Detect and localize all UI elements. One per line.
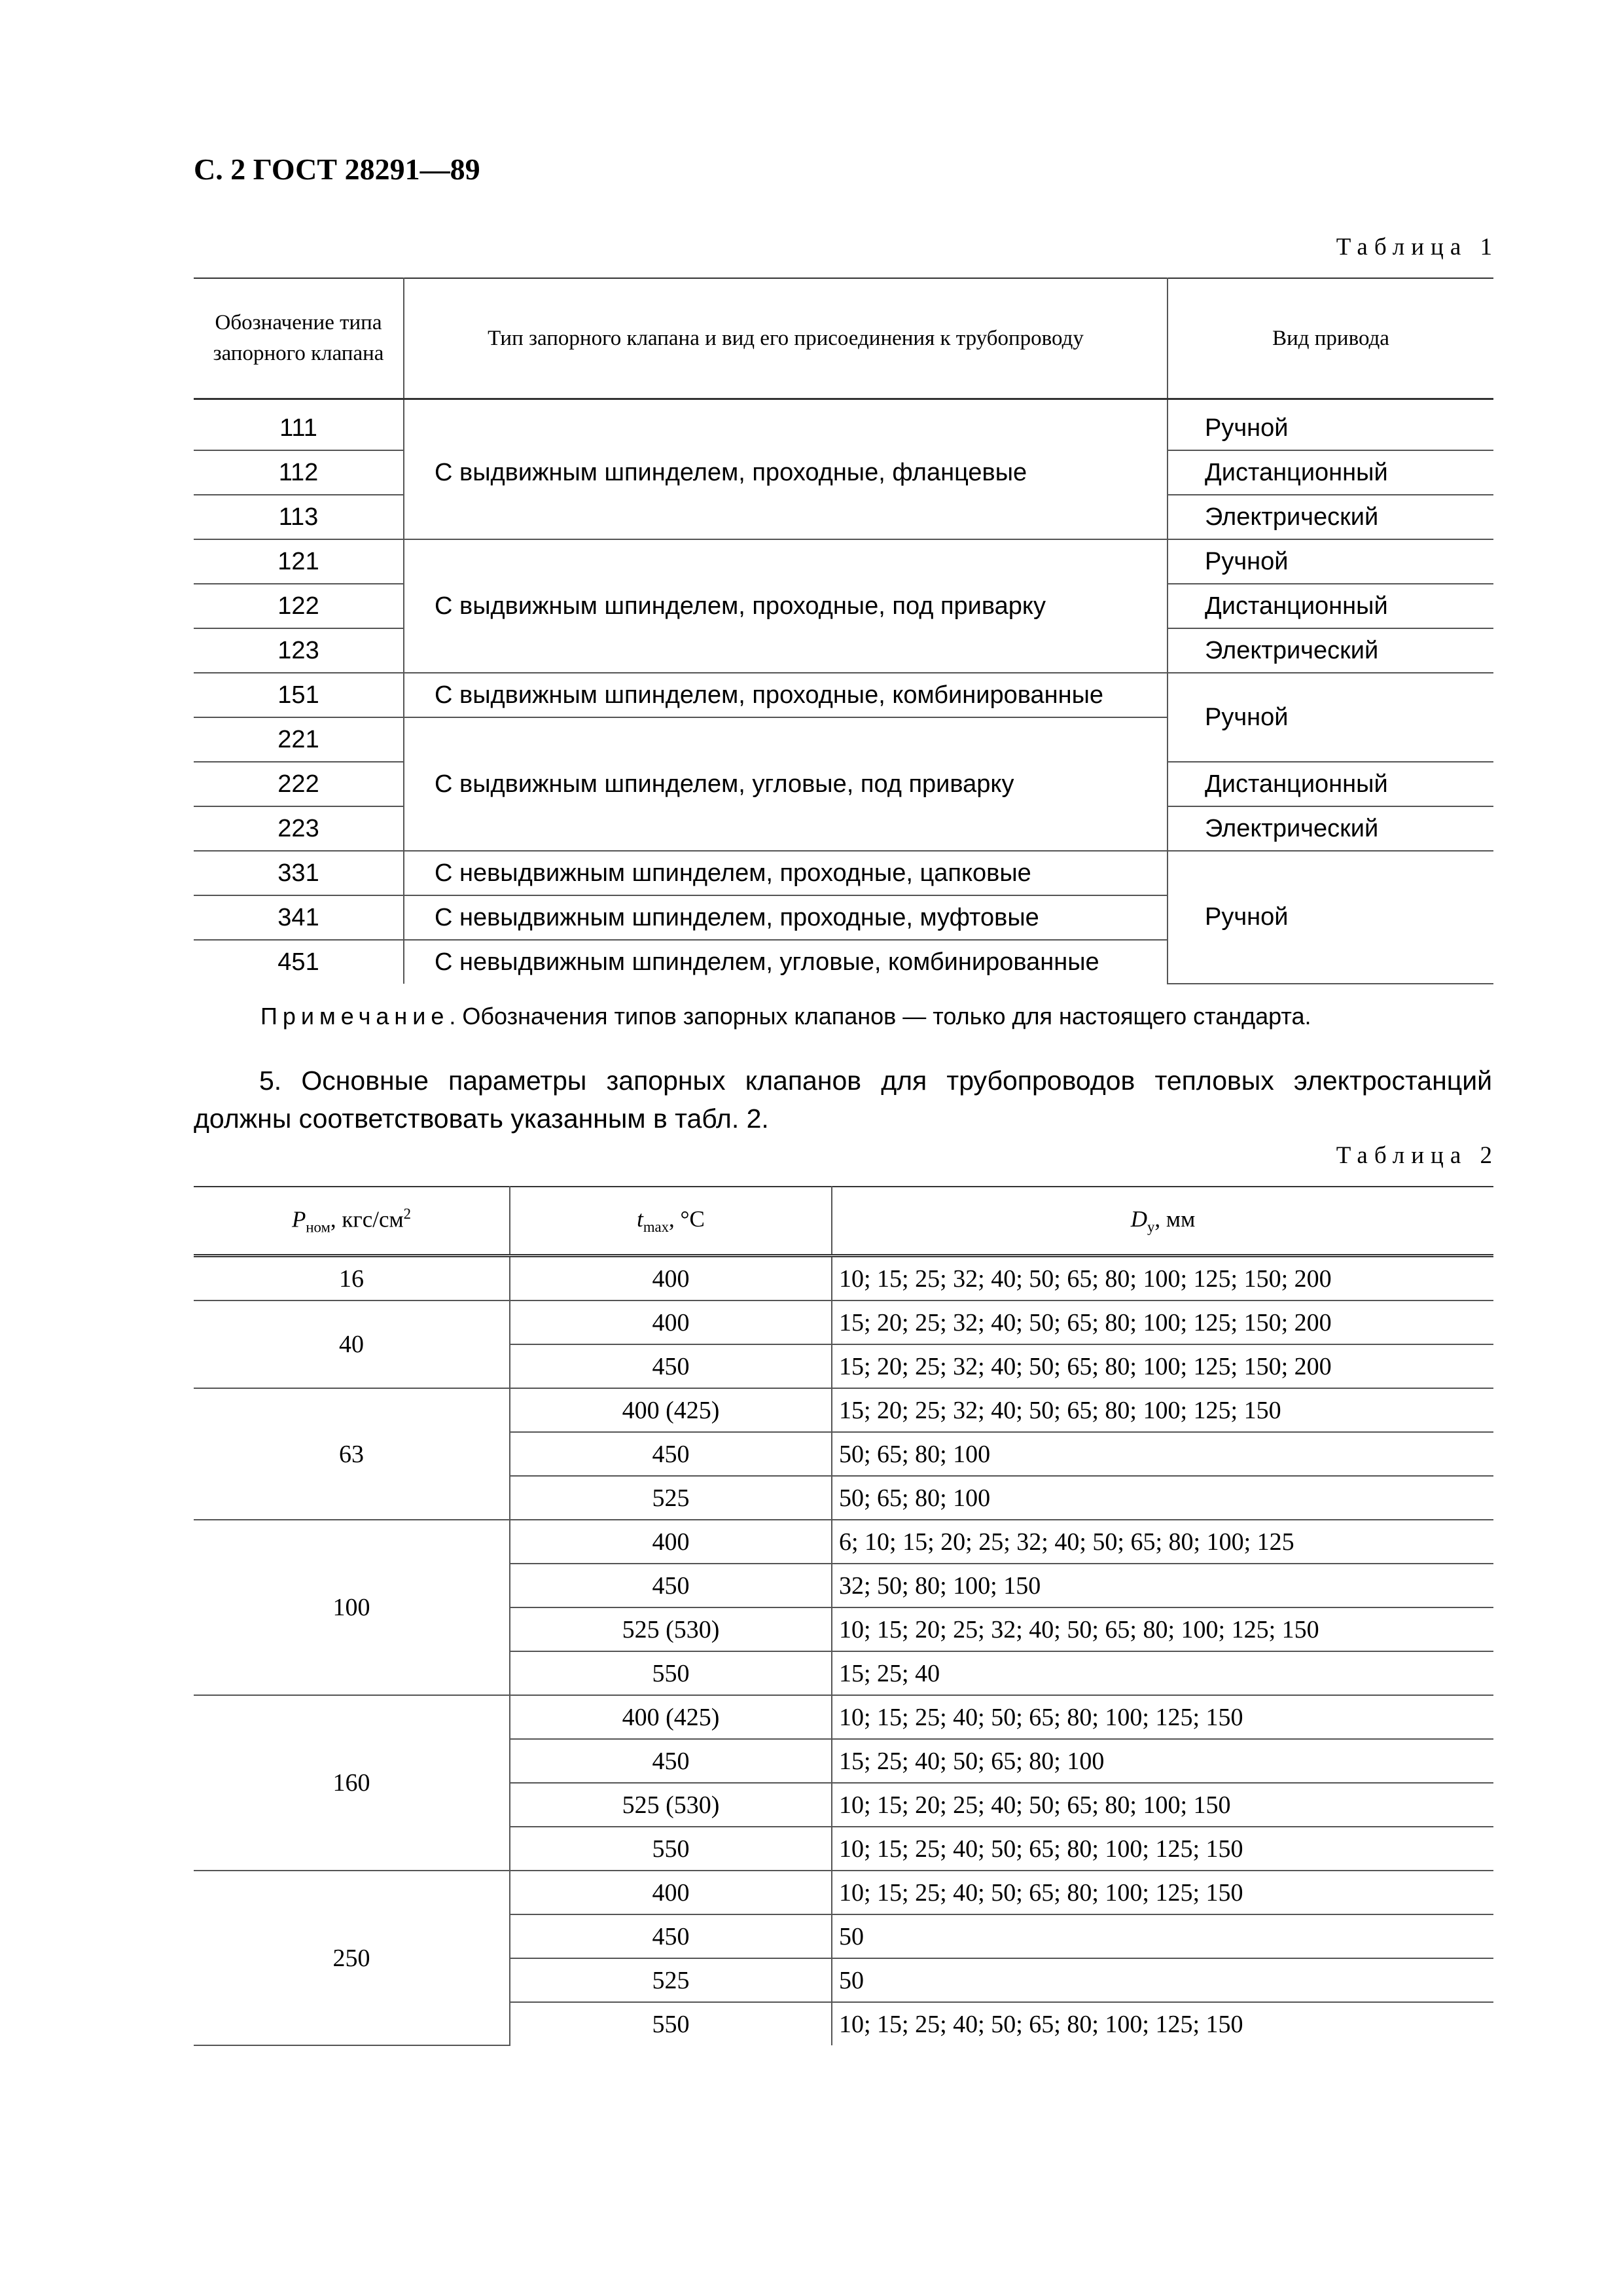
temperature-cell: 550 [510,2002,832,2045]
table-row [194,851,1493,895]
table1-col-designation: Обозначение типа запорного клапана [194,278,404,399]
table-row [194,1300,1493,1344]
note-label: Примечание [260,1003,450,1030]
temperature-cell: 450 [510,1344,832,1388]
pressure-cell: 100 [194,1520,510,1695]
designation-cell: 151 [194,673,404,717]
page-header: С. 2 ГОСТ 28291—89 [194,152,480,186]
table-row [194,673,1493,717]
diameter-cell: 50; 65; 80; 100 [832,1432,1493,1476]
table-row [194,1695,1493,1739]
pressure-cell: 40 [194,1300,510,1388]
table1-col-drive: Вид привода [1168,278,1493,399]
designation-cell: 112 [194,450,404,495]
table-row [194,1871,1493,1914]
drive-cell: Ручной [1168,539,1493,584]
diameter-cell: 10; 15; 25; 40; 50; 65; 80; 100; 125; 150 [832,1871,1493,1914]
type-cell: С невыдвижным шпинделем, угловые, комбинированные [404,940,1168,984]
drive-cell: Дистанционный [1168,584,1493,628]
designation-cell: 341 [194,895,404,940]
temperature-cell: 400 (425) [510,1695,832,1739]
temperature-cell: 525 (530) [510,1783,832,1827]
drive-cell: Электрический [1168,628,1493,673]
table-row [194,539,1493,584]
temperature-cell: 450 [510,1432,832,1476]
temperature-cell: 400 (425) [510,1388,832,1432]
temperature-cell: 450 [510,1739,832,1783]
pressure-cell: 250 [194,1871,510,2045]
designation-cell: 221 [194,717,404,762]
designation-cell: 121 [194,539,404,584]
temperature-cell: 450 [510,1564,832,1607]
table2-label: Таблица 2 [1336,1142,1499,1169]
table2-header-row [194,1187,1493,1256]
type-cell: С выдвижным шпинделем, проходные, фланцевые [404,399,1168,540]
temperature-cell: 400 [510,1520,832,1564]
table-row [194,1388,1493,1432]
type-cell: С выдвижным шпинделем, проходные, комбинированные [404,673,1168,717]
diameter-cell: 15; 20; 25; 32; 40; 50; 65; 80; 100; 125; 150 [832,1388,1493,1432]
pressure-cell: 160 [194,1695,510,1871]
drive-cell: Дистанционный [1168,450,1493,495]
temperature-cell: 550 [510,1651,832,1695]
temperature-cell: 525 (530) [510,1607,832,1651]
diameter-cell: 15; 25; 40 [832,1651,1493,1695]
temperature-cell: 400 [510,1871,832,1914]
diameter-cell: 10; 15; 25; 40; 50; 65; 80; 100; 125; 150 [839,2010,1243,2038]
diameter-cell: 15; 25; 40; 50; 65; 80; 100 [832,1739,1493,1783]
diameter-cell: 6; 10; 15; 20; 25; 32; 40; 50; 65; 80; 100; 125 [832,1520,1493,1564]
type-cell: С невыдвижным шпинделем, проходные, муфтовые [404,895,1168,940]
diameter-cell: 50; 65; 80; 100 [832,1476,1493,1520]
drive-cell: Электрический [1168,806,1493,851]
type-cell: С выдвижным шпинделем, угловые, под приварку [404,717,1168,851]
drive-cell: Электрический [1168,495,1493,539]
paragraph-5: 5. Основные параметры запорных клапанов для трубопроводов тепловых электростанций должны соответствовать указанным в табл. 2. [194,1066,1492,1134]
table2 [194,1186,1493,2046]
temperature-cell: 525 [510,1476,832,1520]
drive-cell: Ручной [1168,851,1493,984]
designation-cell: 222 [194,762,404,806]
table1-note [260,1003,1311,1030]
temperature-cell: 550 [510,1827,832,1871]
diameter-cell: 10; 15; 25; 32; 40; 50; 65; 80; 100; 125; 150; 200 [832,1256,1493,1301]
designation-cell: 122 [194,584,404,628]
diameter-cell: 50 [832,1914,1493,1958]
table-row [194,1520,1493,1564]
drive-cell: Ручной [1168,399,1493,451]
table1-label: Таблица 1 [1336,234,1499,260]
designation-cell: 223 [194,806,404,851]
temperature-cell: 400 [510,1300,832,1344]
diameter-cell: 15; 20; 25; 32; 40; 50; 65; 80; 100; 125; 150; 200 [832,1300,1493,1344]
diameter-cell: 10; 15; 20; 25; 32; 40; 50; 65; 80; 100; 125; 150 [832,1607,1493,1651]
table1-col-type: Тип запорного клапана и вид его присоединения к трубопроводу [404,278,1168,399]
table2-body [194,1256,1493,2046]
diameter-cell: 50 [832,1958,1493,2002]
drive-cell: Дистанционный [1168,762,1493,806]
note-text: . Обозначения типов запорных клапанов — только для настоящего стандарта. [449,1003,1311,1030]
temperature-cell: 525 [510,1958,832,2002]
designation-cell: 123 [194,628,404,673]
diameter-cell: 32; 50; 80; 100; 150 [832,1564,1493,1607]
diameter-cell: 10; 15; 25; 40; 50; 65; 80; 100; 125; 150 [832,1827,1493,1871]
pressure-cell: 16 [194,1256,510,1301]
type-cell: С выдвижным шпинделем, проходные, под приварку [404,539,1168,673]
table-row [194,1256,1493,1301]
diameter-cell: 15; 20; 25; 32; 40; 50; 65; 80; 100; 125; 150; 200 [832,1344,1493,1388]
designation-cell: 111 [194,399,404,451]
type-cell: С невыдвижным шпинделем, проходные, цапковые [404,851,1168,895]
drive-cell: Ручной [1168,673,1493,762]
designation-cell: 451 [194,940,404,984]
table2-col-diameter: $D_у$, мм [832,1187,1493,1256]
table2-col-pressure: $P_{ном}$, кгс/$см^2$ [194,1187,510,1256]
table-row [194,399,1493,451]
temperature-cell: 450 [510,1914,832,1958]
table1-header-row [194,278,1493,399]
diameter-cell: 10; 15; 20; 25; 40; 50; 65; 80; 100; 150 [832,1783,1493,1827]
table1 [194,278,1493,984]
table2-col-temperature: $t_{max}$, °С [510,1187,832,1256]
designation-cell: 331 [194,851,404,895]
pressure-cell: 63 [194,1388,510,1520]
designation-cell: 113 [194,495,404,539]
temperature-cell: 400 [510,1256,832,1301]
diameter-cell: 10; 15; 25; 40; 50; 65; 80; 100; 125; 150 [832,1695,1493,1739]
